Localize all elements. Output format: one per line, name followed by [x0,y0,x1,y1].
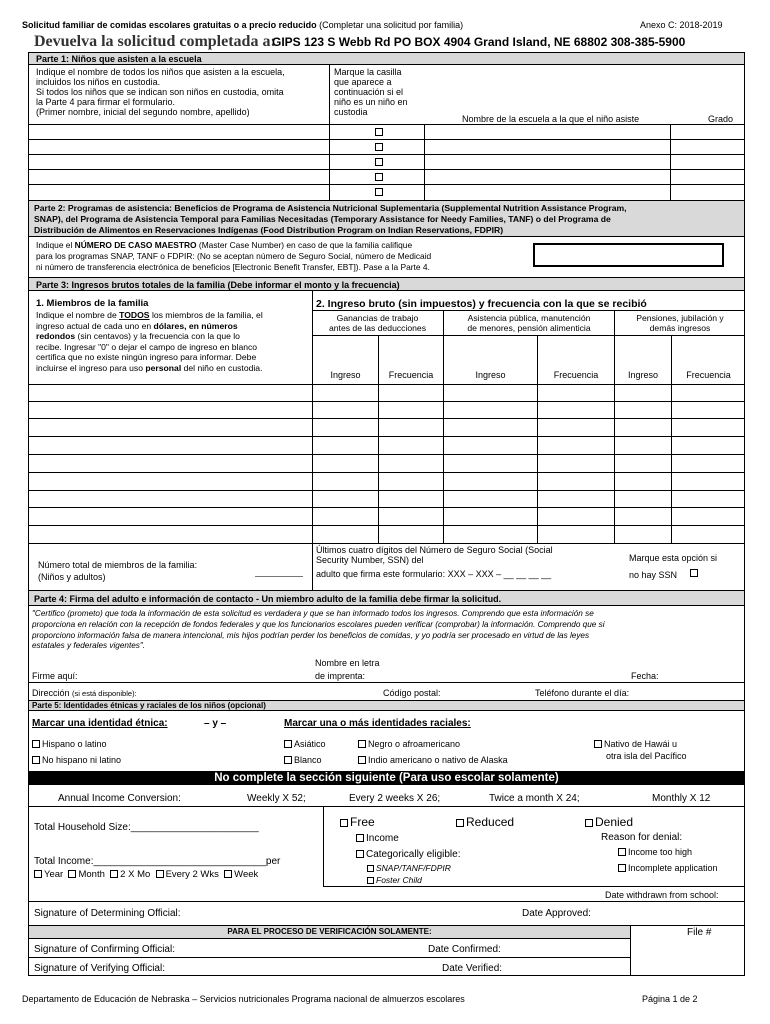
print-name-field[interactable] [380,668,620,680]
determining-official-label: Signature of Determining Official: [34,908,181,919]
income-too-high-option[interactable]: Income too high [618,847,692,857]
categorically-eligible-option[interactable]: Categorically eligible: [356,849,461,860]
hawaiian-option[interactable]: Nativo de Hawái u otra isla del Pacífico [594,739,687,761]
part1-instructions: Indique el nombre de todos los niños que asisten a la escuela, incluidos los niños en custodia. Si todos los niños que se indican son niños en custodia, omita la Parte 4 para firmar el formulario. (Primer nombre, inicial del segundo nombre, apellido) [36,67,285,117]
ethnic-label: Marcar una identidad étnica: [32,718,168,729]
date-verified-label: Date Verified: [442,963,503,974]
assistance-header: Asistencia pública, manutención de menores, pensión alimenticia [467,313,591,333]
free-option[interactable]: Free [340,816,375,829]
custody-checkbox[interactable] [375,173,383,181]
members-instructions: Indique el nombre de TODOS los miembros de la familia, el ingreso actual de cada uno en dólares, en números redondos (sin centavos) y la frecuencia con la que lo recibe. Ingresar "0" o dejar el campo de ingreso en blanco certifica que no existe ningún ingreso para informar. Debe incluirse el ingreso para uso personal del niño en custodia. [36,310,263,373]
and-label: – y – [204,718,227,729]
part5-heading: Parte 5: Identidades étnicas y raciales de los niños (opcional) [32,701,266,710]
monthly-rate: Monthly X 12 [652,793,711,804]
footer-department: Departamento de Educación de Nebraska – Servicios nutricionales Programa nacional de almuerzos escolares [22,994,465,1004]
verification-heading: PARA EL PROCESO DE VERIFICACIÓN SOLAMENTE: [227,927,432,936]
date-approved-label: Date Approved: [522,908,591,919]
income-subheader: Ingreso [627,370,659,380]
master-case-number-input[interactable] [533,243,724,267]
date-field[interactable] [666,668,742,680]
ssn-label: Últimos cuatro dígitos del Número de Seguro Social (Social Security Number, SSN) del adulto que firma este formulario: XXX – XXX – __ __ __ __ [316,545,553,579]
income-option[interactable]: Income [356,833,399,844]
native-american-option[interactable]: Indio americano o nativo de Alaska [358,755,508,765]
custody-column-header: Marque la casilla que aparece a continuación si el niño es un niño en custodia [334,67,408,117]
total-members-label: Número total de miembros de la familia: (Niños y adultos) [38,560,198,582]
weekly-rate: Weekly X 52; [247,793,306,804]
part4-heading: Parte 4: Firma del adulto e información de contacto - Un miembro adulto de la familia debe firmar la solicitud. [34,594,502,604]
school-column-header: Nombre de la escuela a la que el niño asiste [462,114,640,124]
total-members-input[interactable] [255,576,303,577]
incomplete-option[interactable]: Incomplete application [618,863,718,873]
part2-instructions: Indique el NÚMERO DE CASO MAESTRO (Master Case Number) en caso de que la familia califique para los programas SNAP, TANF o FDPIR: (No se aceptan número de Seguro Social, número de Medicaid ni número de transferencia electrónica de beneficios [Electronic Benefit Transfer, EBT]). Pase a la Parte 4. [36,240,432,272]
part1-heading: Parte 1: Niños que asisten a la escuela [36,54,202,64]
racial-label: Marcar una o más identidades raciales: [284,718,471,729]
frequency-subheader: Frecuencia [553,370,599,380]
no-ssn-checkbox[interactable] [690,569,698,577]
return-to-label: Devuelva la solicitud completada a: [34,33,276,50]
members-heading: 1. Miembros de la familia [36,298,149,309]
signature-field[interactable] [84,668,310,680]
address-label: Dirección (si está disponible): [32,688,137,698]
print-name-label: Nombre en letra de imprenta: [315,658,380,681]
no-ssn-label: Marque esta opción si no hay SSN [629,553,718,580]
twice-month-rate: Twice a month X 24; [489,793,580,804]
confirming-official-label: Signature of Confirming Official: [34,944,175,955]
hispanic-option[interactable]: Hispano o latino [32,739,107,749]
return-address: GIPS 123 S Webb Rd PO BOX 4904 Grand Island, NE 68802 308-385-5900 [272,35,686,49]
annual-conversion-label: Annual Income Conversion: [58,793,181,804]
certification-text: "Certifico (prometo) que toda la información de esta solicitud es verdadera y que se han informado todos los ingresos. Comprendo que esta información se proporciona en relación con la recepción de fondos federales y que los funcionarios escolares pueden verificar (comprobar) la información. Comprendo que si proporciono información falsa de manera intencional, mis hijos podrían perder los beneficios de comidas, y yo podría ser procesado en virtud de las leyes estatales y federales vigentes". [32,609,605,651]
foster-option[interactable]: Foster Child [367,875,422,885]
snap-option[interactable]: SNAP/TANF/FDPIR [367,863,451,873]
date-withdrawn-label: Date withdrawn from school: [605,890,719,900]
black-option[interactable]: Negro o afroamericano [358,739,460,749]
phone-label: Teléfono durante el día: [535,688,630,698]
income-heading: 2. Ingreso bruto (sin impuestos) y frecuencia con la que se recibió [316,298,647,310]
part3-heading: Parte 3: Ingresos brutos totales de la familia (Debe informar el monto y la frecuencia) [36,280,400,290]
pensions-header: Pensiones, jubilación y demás ingresos [636,313,724,333]
household-size-field[interactable]: Total Household Size:_______________________ [34,822,259,833]
sign-here-label: Firme aquí: [32,671,78,681]
denied-option[interactable]: Denied [585,816,633,829]
total-income-field[interactable]: Total Income:_______________________________per [34,856,281,867]
non-hispanic-option[interactable]: No hispano ni latino [32,755,121,765]
annex-label: Anexo C: 2018-2019 [640,20,723,30]
frequency-subheader: Frecuencia [388,370,434,380]
form-title: Solicitud familiar de comidas escolares gratuitas o a precio reducido (Completar una solicitud por familia) [22,20,464,30]
white-option[interactable]: Blanco [284,755,322,765]
grade-column-header: Grado [708,114,734,124]
verifying-official-label: Signature of Verifying Official: [34,963,165,974]
income-subheader: Ingreso [330,370,361,380]
income-frequency-options[interactable]: Year Month 2 X Mo Every 2 Wks Week [34,869,258,880]
zip-label: Código postal: [383,688,441,698]
custody-checkbox[interactable] [375,158,383,166]
asian-option[interactable]: Asiático [284,739,326,749]
biweekly-rate: Every 2 weeks X 26; [349,793,441,804]
custody-checkbox[interactable] [375,128,383,136]
custody-checkbox[interactable] [375,188,383,196]
earnings-header: Ganancias de trabajo antes de las deducciones [329,313,426,333]
frequency-subheader: Frecuencia [686,370,731,380]
income-subheader: Ingreso [475,370,506,380]
date-confirmed-label: Date Confirmed: [428,944,501,955]
file-number-label: File # [687,927,712,938]
denial-reason-label: Reason for denial: [601,832,683,843]
custody-checkbox[interactable] [375,143,383,151]
part2-heading: Parte 2: Programas de asistencia: Beneficios de Programa de Asistencia Nutricional Suplementaria (Supplemental Nutrition Assistance Program, SNAP), del Programa de Asistencia Temporal para Familias Necesitadas (Temporary Assistance for Needy Families, TANF) o del Programa de Distribución de Alimentos en Reservaciones Indígenas (Food Distribution Program on Indian Reservations, FDPIR) [34,203,627,235]
school-use-banner: No complete la sección siguiente (Para uso escolar solamente) [214,772,559,784]
date-label: Fecha: [631,671,659,681]
footer-page-number: Página 1 de 2 [642,994,698,1004]
reduced-option[interactable]: Reduced [456,816,514,829]
